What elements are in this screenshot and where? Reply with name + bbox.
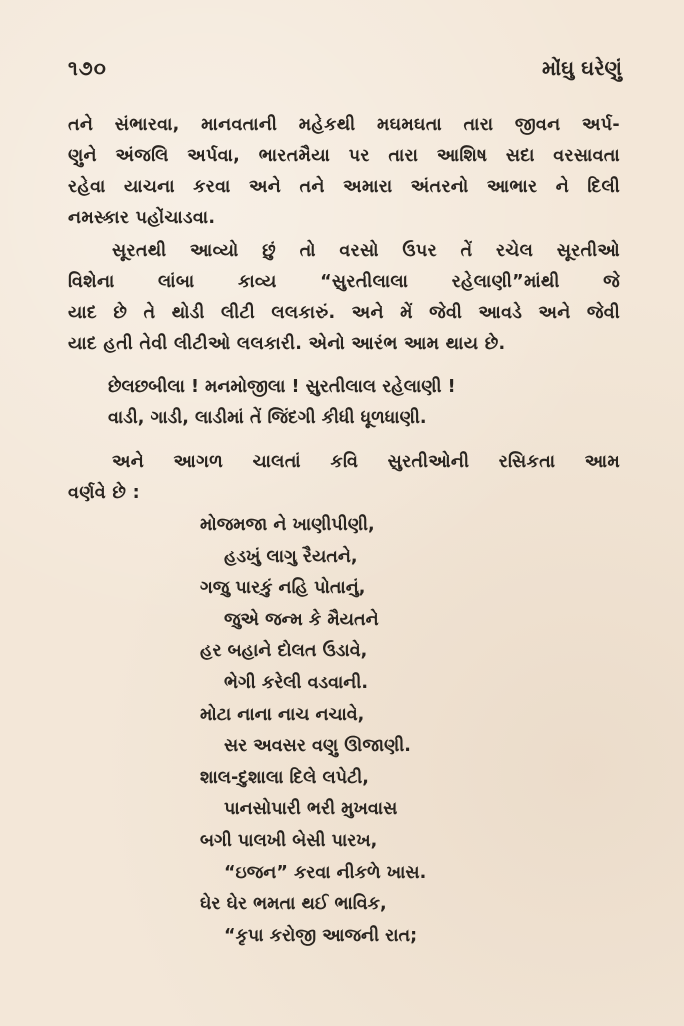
- paragraph-line: ણુને અંજલિ અર્પવા, ભારતમૈયા પર તારા આશિષ સદા વરસાવતા: [68, 146, 620, 166]
- verse-line: હર બહાને દોલત ઉડાવે,: [200, 641, 368, 662]
- verse-line: ઘેર ઘેર ભમતા થઈ ભાવિક,: [200, 894, 387, 915]
- verse-line: હડખું લાગુ રૈયતને,: [224, 546, 358, 567]
- verse-line: મોટા નાના નાચ નચાવે,: [200, 704, 365, 725]
- verse-line: સર અવસર વણુ ઊજાણી.: [224, 736, 411, 757]
- quoted-couplet: [108, 372, 456, 434]
- poem-verse: [200, 510, 426, 952]
- running-title: મોંઘુ ઘરેણું: [542, 56, 622, 80]
- paragraph-line: તને સંભારવા, માનવતાની મહેકથી મઘમઘતા તારા જીવન અર્પ-: [68, 115, 620, 135]
- verse-line: પાનસોપારી ભરી મુખવાસ: [224, 799, 398, 820]
- quote-line: વાડી, ગાડી, લાડીમાં તેં જિંદગી કીધી ધૂળધાણી.: [108, 408, 427, 428]
- paragraph-dedication: [68, 110, 620, 234]
- verse-line: શાલ-દુશાલા દિલે લપેટી,: [200, 767, 369, 788]
- verse-line: ભેગી કરેલી વડવાની.: [224, 672, 368, 693]
- paragraph-line: વર્ણવે છે :: [68, 483, 140, 503]
- paragraph-line: સૂરતથી આવ્યો છું તો વરસો ઉપર તેં રચેલ સૂરતીઓ: [112, 241, 620, 261]
- paragraph-line: નમસ્કાર પહોંચાડવા.: [68, 208, 216, 228]
- paragraph-line: અને આગળ ચાલતાં કવિ સુરતીઓની રસિકતા આમ: [112, 452, 620, 472]
- page-number: ૧૭૦: [68, 56, 107, 80]
- paragraph-line: યાદ છે તે થોડી લીટી લલકારું. અને મેં જેવી આવડે અને જેવી: [68, 303, 620, 323]
- paragraph-line: રહેવા યાચના કરવા અને તને અમારા અંતરનો આભાર ને દિલી: [68, 177, 620, 197]
- verse-line: ગજુ પારકું નહિ પોતાનું,: [200, 578, 366, 599]
- verse-line: મોજમજા ને ખાણીપીણી,: [200, 515, 375, 535]
- verse-line: બગી પાલખી બેસી પારખ,: [200, 830, 378, 851]
- verse-line: જુએ જન્મ કે મૈયતને: [224, 609, 379, 630]
- paragraph-line: યાદ હતી તેવી લીટીઓ લલકારી. એનો આરંભ આમ થાય છે.: [68, 334, 506, 354]
- verse-line: “ઇજન” કરવા નીકળે ખાસ.: [224, 862, 427, 883]
- paragraph-intro-verse: [68, 447, 620, 509]
- verse-line: “કૃપા કરોજી આજની રાત;: [224, 925, 418, 946]
- paragraph-recitation: [68, 236, 620, 360]
- paragraph-line: વિશેના લાંબા કાવ્ય “સુરતીલાલા રહેલાણી”માંથી જે: [68, 272, 620, 292]
- page-header: [68, 56, 622, 86]
- quote-line: છેલછબીલા ! મનમોજીલા ! સુરતીલાલ રહેલાણી !: [108, 377, 456, 397]
